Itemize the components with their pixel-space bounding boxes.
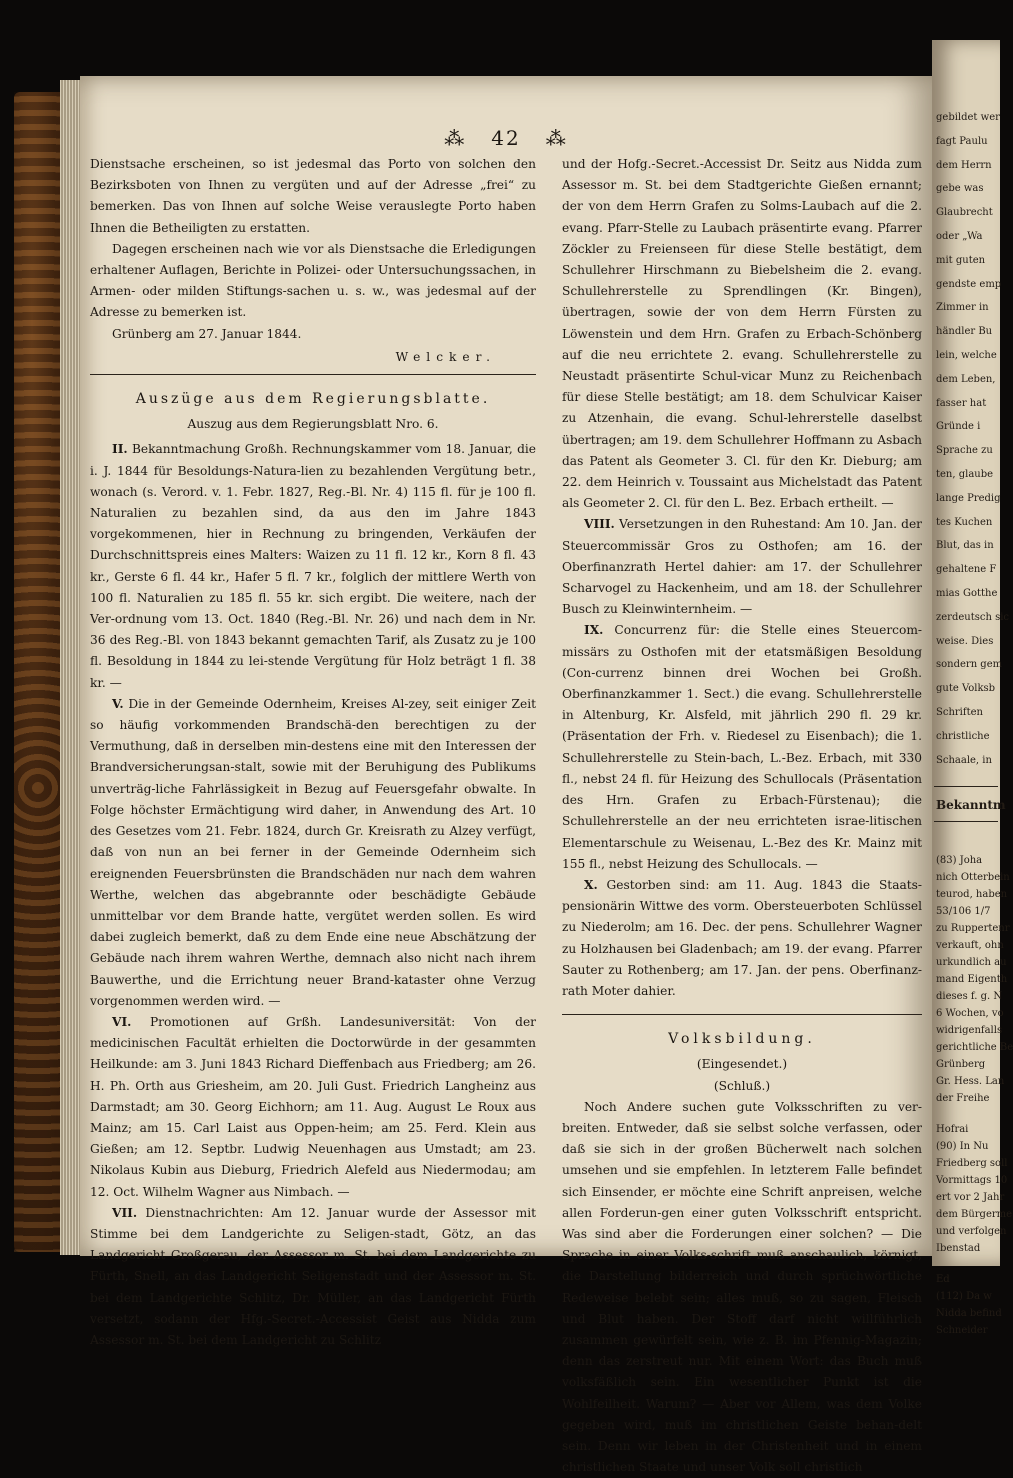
next-page-fragment: sondern gem [936,659,1003,671]
article [562,514,922,620]
next-page-fragment: Gr. Hess. Lan [936,1076,1005,1088]
article-label: VII. [112,1205,138,1220]
next-page-fragment: urkundlich au [936,957,1007,969]
next-page-fragment: Nidda befind [936,1308,1002,1320]
article-label: X. [584,877,598,892]
article [562,875,922,1002]
next-page-fragment: weise. Dies [936,635,994,647]
next-page-fragment: ten, glaube [936,469,994,480]
next-page-fragment: (112) Da w [936,1291,992,1303]
next-page-fragment: gehaltene F [936,564,997,576]
next-page-fragment: tes Kuchen [936,516,993,528]
next-page-fragment: 6 Wochen, vo [936,1008,1004,1020]
article-text: Bekanntmachung Großh. Rechnungskammer vom 18. Januar, die i. J. 1844 für Besoldungs-Natura-lien zu bezahlenden Vergütung betr., wonach (s. Verord. v. 1. Febr. 1827, Reg.-Bl. Nr. 4) 115 fl. für je 100 fl. Naturalien zu bezahlen sind, da aus den im Jahre 1843 vorgekommenen, hier in Rechnung zu bringenden, Verkäufen der Durchschnittspreis eines Malters: Waizen zu 11 fl. 12 kr., Korn 8 fl. 43 kr., Gerste 6 fl. 44 kr., Hafer 5 fl. 7 kr., folglich der mittlere Werth von 100 fl. Naturalien zu 185 fl. 55 kr. sich ergibt. Die weitere, nach der Ver-ordnung vom 13. Oct. 1840 (Reg.-Bl. Nr. 26) und nach dem in Nr. 36 des Reg.-Bl. von 1843 bekannt gemachten Tarif, als Zusatz zu je 100 fl. Besoldung in 1844 zu lei-stende Vergütung für Holz beträgt 1 fl. 38 kr. — [90,442,536,690]
divider [934,786,998,787]
paragraph: Dienstsache erscheinen, so ist jedesmal das Porto von solchen den Bezirksboten von Ihnen zu vergüten und auf der Adresse „frei“ zu bemerken. Das von Ihnen auf solche Weise verauslegte Porto haben Ihnen die Betheiligten zu erstatten. [90,157,536,235]
signature: Welcker. [395,349,496,364]
article-label: V. [112,696,124,711]
article-text: Gestorben sind: am 11. Aug. 1843 die Staats-pensionärin Wittwe des vorm. Obersteuerboten Schlüssel zu Niederolm; am 16. Dec. der pens. Schullehrer Wagner zu Holzhausen bei Gladenbach; am 19. der evang. Pfarrer Sauter zu Rothenberg; am 17. Jan. der pens. Oberfinanz-rath Moter dahier. [562,877,922,998]
next-page-fragment: gebe was [936,183,984,195]
next-page-fragment: dieses f. g. N [936,991,1003,1003]
paragraph: und der Hofg.-Secret.-Accessist Dr. Seitz aus Nidda zum Assessor m. St. bei dem Stadtgerichte Gießen ernannt; der von dem Herrn Grafen zu Solms-Laubach auf die 2. evang. Pfarr-Stelle zu Laubach präsentirte evang. Pfarrer Zöckler zu Freienseen für diese Stelle bestätigt, dem Schullehrer Hirschmann zu Biebelsheim die 2. evang. Schullehrerstelle zu Sprendlingen (Kr. Bingen), übertragen, sowie der von dem Herrn Fürsten zu Löwenstein und dem Hrn. Grafen zu Erbach-Schönberg auf die neu errichtete 2. evang. Schullehrerstelle zu Neustadt präsentirte Schul-vicar Munz zu Reichenbach für diese Stelle bestätigt; am 18. dem Schulvicar Kaiser zu Atzenhain, die evang. Schul-lehrerstelle daselbst übertragen; am 19. dem Schullehrer Hoffmann zu Asbach das Patent als Geometer 3. Cl. für den Kr. Dieburg; am 22. dem Heinrich v. Toussaint aus Michelstadt das Patent als Geometer 2. Cl. für den L. Bez. Erbach ertheilt. — [562,157,922,511]
note: (Eingesendet.) [696,1057,788,1072]
article-label: II. [112,442,128,457]
article [90,1012,536,1203]
next-page-fragment: mias Gotthe [936,588,998,599]
next-page-fragment: dem Herrn [936,159,992,171]
next-page-fragment: dem Leben, [936,373,996,385]
next-page-fragment: händler Bu [936,326,993,338]
date-line: Grünberg am 27. Januar 1844. [112,326,302,341]
next-page-fragment: Glaubrecht [936,207,993,219]
article-text: Die in der Gemeinde Odernheim, Kreises Al-zey, seit einiger Zeit so häufig vorkommenden Brandschä-den berechtigen zu der Vermuthung, daß in derselben min-destens eine mit den Interessen der Brandversicherungsan-stalt, sowie mit der Beruhigung des Publikums unverträg-liche Fahrlässigkeit in Bezug auf Feuersgefahr obwalte. In Folge höchster Ermächtigung wird daher, in Anwendung des Art. 10 des Gesetzes vom 21. Febr. 1824, durch Gr. Kreisrath zu Alzey verfügt, daß von nun an bei ferner in der Gemeinde Odernheim sich ereignenden Feuersbrünsten die Brandschäden nur nach dem wahren Werthe, welchen das abgebrannte oder beschädigte Gebäude unmittelbar vor dem Brande hatte, vergütet werden sollen. Es wird dabei zugleich bemerkt, daß zu dem Ende eine neue Abschätzung der Gebäude nach ihrem wahren Werthe, demnach also nicht nach ihrem Bauwerthe, und die Errichtung neuer Brand-kataster ohne Verzug vorgenommen werden wird. — [90,696,536,1008]
paragraph: Noch Andere suchen gute Volksschriften zu ver-breiten. Entweder, daß sie selbst solche verfassen, oder daß sie sich in der großen Bücherwelt nach solchen umsehen und sie empfehlen. In letzterem Falle befindet sich Einsender, er möchte eine Schrift anpreisen, welche allen Forderun-gen einer guten Volksschrift entspricht. Was sind aber die Forderungen einer solchen? — Die Sprache in einer Volks-schrift muß anschaulich, körnigt, die Darstellung bilderreich und durch sprüchwörtliche Redeweise belebt sein; alles muß, so zu sagen, Fleisch und Blut haben. Der Stoff darf nicht willführlich zusammen gewürfelt sein, wie z. B. im Pfennig-Magazin; denn das zerstreut nur. Mit einem Wort: das Buch muß volksfäßlich sein. Ein wesentlicher Punkt ist die Wohlfeilheit. Warum? — Aber vor Allem, was dem Volke gegeben wird, muß im christlichen Geiste behan-delt sein. Denn wir leben in der Christenheit und in einem christlichen Staate und unser Volk soll christlich [562,1099,922,1475]
article-text: Dienstnachrichten: Am 12. Januar wurde der Assessor mit Stimme bei dem Landgerichte zu Seligen-stadt, Götz, an das Landgericht Großgerau, der Assessor m. St. bei dem Landgerichte zu Fürth, Snell, an das Landgericht Seligenstadt und der Assessor m. St. bei dem Landgerichte Schlitz, Dr. Müller, an das Landgericht Fürth versetzt, sodann der Hfg.-Secret.-Accessist Geist aus Nidda zum Assessor m. St. bei dem Landgericht zu Schlitz [90,1205,537,1347]
next-page-fragment: Blut, das in [936,540,994,552]
next-page-fragment: Ibenstad [936,1243,981,1255]
next-page-fragment: gute Volksb [936,683,996,695]
next-page-fragment: ert vor 2 Jahr [936,1192,1005,1204]
article-text: Versetzungen in den Ruhestand: Am 10. Jan. der Steuercommissär Gros zu Osthofen; am 16. der Oberfinanzrath Hertel dahier: am 17. der Schullehrer Scharvogel zu Hackenheim, und am 18. der Schullehrer Busch zu Kleinwinternheim. — [562,517,923,617]
next-page-fragment: der Freihe [936,1093,990,1105]
next-page-fragment: fasser hat [936,397,987,409]
next-page-fragment: Ed [936,1274,950,1286]
next-page-fragment: Zimmer in [936,302,989,314]
article [90,439,536,693]
next-page-fragment: gerichtliche Be [936,1042,1013,1054]
next-page-fragment: fagt Paulu [936,135,988,147]
next-page-fragment: Friedberg soll [936,1158,1008,1170]
divider [90,374,536,375]
next-page-fragment: christliche [936,730,990,742]
next-page-fragment: lein, welche [936,350,997,361]
next-page-fragment: nich Otterbein [936,872,1010,884]
divider [934,821,998,822]
ornament-left: ⁂ [444,126,467,150]
article-label: VI. [112,1014,132,1029]
next-page-fragment: Schneider [936,1325,988,1337]
next-page-fragment: lange Predig [936,492,1001,504]
section-title: Volksbildung. [668,1031,816,1048]
next-page-fragment: (90) In Nu [936,1141,989,1153]
article-text: Promotionen auf Grßh. Landesuniversität: Von der medicinischen Facultät erhielten die Doctorwürde in der gesammten Heilkunde: am 3. Juni 1843 Richard Dieffenbach aus Friedberg; am 26. H. Ph. Orth aus Griesheim, am 20. Juli Gust. Friedrich Langheinz aus Darmstadt; am 30. Georg Eichhorn; am 11. Aug. August Le Roux aus Mainz; am 15. Carl Laist aus Oppen-heim; am 25. Ferd. Klein aus Gießen; am 12. Septbr. Ludwig Neuenhagen aus Umstadt; am 23. Nikolaus Kubin aus Dieburg, Friedrich Alefeld aus Niedermodau; am 12. Oct. Wilhelm Wagner aus Nimbach. — [90,1014,537,1199]
next-page-fragment: gebildet wer [936,112,1000,123]
next-page-fragment: zerdeutsch sic [936,611,1010,623]
next-page-fragment: Vormittags 10 [936,1175,1008,1187]
page-header [80,126,932,150]
next-page-fragment: oder „Wa [936,231,983,242]
article [90,1203,536,1351]
next-page-fragment: 53/106 1/7 [936,906,991,918]
next-page-fragment: verkauft, ohn [936,940,1004,952]
paragraph: Dagegen erscheinen nach wie vor als Dienstsache die Erledigungen erhaltener Auflagen, Berichte in Polizei- oder Untersuchungssachen, in Armen- oder milden Stiftungs-sachen u. s. w., was jedesmal auf der Adresse zu bemerken ist. [90,241,536,320]
section-title: Auszüge aus dem Regierungsblatte. [135,391,491,408]
next-page-fragment: gendste emp [936,278,1002,290]
next-page-fragment: Schriften [936,707,983,718]
note: (Schluß.) [713,1078,771,1093]
article-text: Concurrenz für: die Stelle eines Steuercom-missärs zu Osthofen mit der etatsmäßigen Besoldung (Con-currenz binnen drei Wochen bei Großh. Oberfinanzkammer 1. Sect.) die evang. Schullehrerstelle in Altenburg, Kr. Alsfeld, mit jährlich 290 fl. 29 kr. (Präsentation der Frh. v. Riedesel zu Eisenbach); die 1. Schullehrerstelle zu Stein-bach, L.-Bez. Erbach, mit 330 fl., nebst 24 fl. für Heizung des Schullocals (Präsentation des Hrn. Grafen zu Erbach-Fürstenau); die Schullehrerstelle an der neu errichteten israe-litischen Elementarschule zu Weisenau, L.-Bez des Kr. Mainz mit 155 fl., nebst Heizung des Schullocals. — [562,623,922,871]
left-column [90,154,536,1351]
right-column [562,154,922,1478]
divider [562,1014,922,1015]
next-page-fragment: Sprache zu [936,445,993,457]
next-page-fragment: (83) Joha [936,855,983,867]
next-page-fragment: teurod, haben [936,889,1008,901]
next-page-fragment: mand Eigenth [936,974,1008,986]
next-page-fragment: Hofrai [936,1124,969,1136]
next-page-fragment: widrigenfalls [936,1025,1003,1037]
next-page-fragment: Grünberg [936,1059,986,1071]
section-subtitle: Auszug aus dem Regierungsblatt Nro. 6. [187,417,439,432]
next-page-edge [932,40,1013,1337]
article-label: IX. [584,623,604,638]
next-page-fragment: Bekanntm [936,798,1006,813]
next-page-fragment: mit guten [936,254,986,266]
next-page-fragment: dem Bürgerme [936,1209,1013,1221]
article [562,620,922,874]
next-page-fragment: Schaale, in [936,754,992,766]
next-page-fragment: und verfolgen [936,1226,1007,1238]
next-page-fragment: Gründe i [936,421,981,433]
article-label: VIII. [584,517,615,532]
page-number: 42 [491,126,521,150]
ornament-right: ⁂ [545,126,568,150]
next-page-fragment: zu Ruppertenr [936,923,1010,935]
article [90,694,536,1012]
